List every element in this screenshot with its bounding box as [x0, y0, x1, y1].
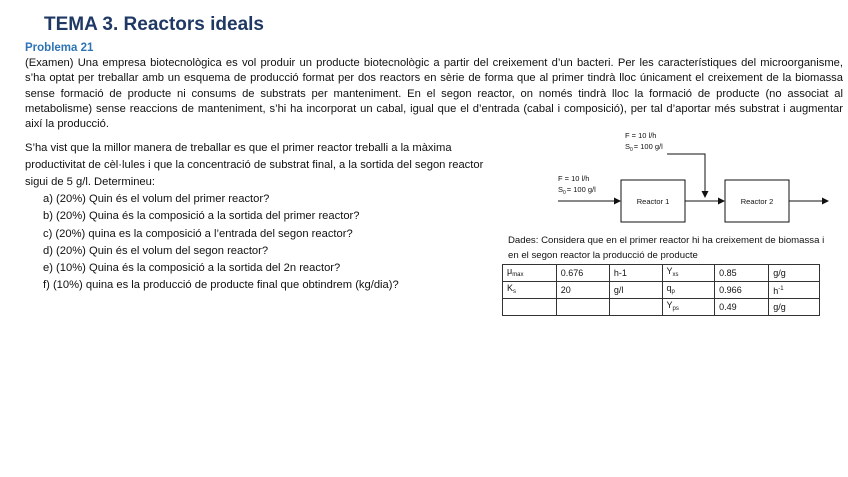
table-cell	[609, 265, 662, 282]
table-cell-subscript: p	[671, 289, 675, 295]
table-cell	[556, 282, 609, 299]
table-cell-subscript: xs	[672, 272, 679, 278]
left-feed-substrate-symbol: S	[558, 185, 564, 194]
table-cell	[609, 282, 662, 299]
top-feed-substrate-value: = 100 g/l	[633, 142, 663, 151]
table-cell-text: 20	[560, 285, 571, 295]
problem-statement: S’ha vist que la millor manera de treballar es que el primer reactor treballi a la màxima productivitat de cèl·lules i que la concentració de substrat final, a la sortida del segon reactor sigui de 5 g/l. Determineu:	[25, 142, 484, 189]
table-cell-subscript: ps	[672, 306, 679, 312]
table-cell-text: K	[507, 283, 514, 293]
problem-label: Problema 21	[25, 42, 94, 54]
table-cell	[769, 282, 820, 299]
table-cell-superscript: -1	[778, 286, 784, 292]
reactor-1-label: Reactor 1	[636, 197, 670, 206]
parameter-table	[502, 264, 820, 316]
problem-intro-paragraph: (Examen) Una empresa biotecnològica es vol produir un producte biotecnològic a partir del creixement d’un bacteri. Per les característiques del microorganisme, s’ha optat per treballar amb un esquema de producció format per dos reactors en sèrie de forma que al primer tindrà lloc únicament el creixement de la biomassa sense formació de producte ni consums de substrats per manteniment. En el segon reactor, on només tindrà lloc la formació de producte (no associat al metabolisme) sense reaccions de manteniment, s’hi ha incorporat un cabal, igual que el d’entrada (cabal i composició), per tal d’aportar més substrat i augmentar així la producció.	[25, 57, 843, 131]
slide-title: TEMA 3. Reactors ideals	[44, 14, 264, 35]
left-feed-substrate-subscript: 0	[563, 190, 566, 196]
table-cell-text: q	[666, 283, 672, 293]
table-cell	[662, 265, 715, 282]
table-cell	[503, 282, 557, 299]
table-cell	[503, 265, 557, 282]
table-cell-text: Y	[666, 266, 673, 276]
top-feed-substrate-label	[625, 142, 663, 153]
table-cell-text: Y	[666, 300, 673, 310]
question-c: c) (20%) quina es la composició a l’entrada del segon reactor?	[43, 227, 353, 240]
question-f: f) (10%) quina es la producció de producte final que obtindrem (kg/dia)?	[43, 279, 399, 292]
table-cell	[662, 299, 715, 316]
table-cell-text: 0.49	[719, 302, 737, 312]
left-feed-substrate-label	[558, 185, 596, 196]
question-e: e) (10%) Quina és la composició a la sortida del 2n reactor?	[43, 262, 341, 275]
left-feed-substrate-value: = 100 g/l	[566, 185, 596, 194]
table-cell-subscript: s	[513, 289, 517, 295]
question-list	[43, 191, 399, 295]
table-cell-text: μ	[507, 266, 513, 276]
table-cell	[715, 299, 769, 316]
top-feed-substrate-symbol: S	[625, 142, 631, 151]
question-d: d) (20%) Quin és el volum del segon reactor?	[43, 244, 269, 257]
table-cell-text: g/g	[773, 302, 786, 312]
table-cell-text: 0.676	[560, 268, 584, 278]
table-cell	[556, 299, 609, 316]
table-row	[503, 282, 820, 299]
table-cell-text: h	[773, 286, 779, 296]
table-cell-subscript: max	[512, 272, 524, 278]
reactor-diagram	[545, 125, 835, 230]
table-cell-text: g/g	[773, 268, 786, 278]
data-note: Dades: Considera que en el primer reactor hi ha creixement de biomassa i en el segon reactor la producció de producte	[508, 235, 825, 261]
top-feed-flow-label: F = 10 l/h	[625, 131, 657, 140]
table-cell	[556, 265, 609, 282]
question-b: b) (20%) Quina és la composició a la sortida del primer reactor?	[43, 210, 360, 223]
table-cell	[662, 282, 715, 299]
table-row	[503, 265, 820, 282]
table-cell	[715, 282, 769, 299]
table-cell-text: h-1	[613, 268, 627, 278]
table-cell	[769, 299, 820, 316]
table-cell	[609, 299, 662, 316]
table-cell	[769, 265, 820, 282]
table-cell	[503, 299, 557, 316]
table-cell-text: 0.85	[719, 268, 737, 278]
table-cell-text: g/l	[613, 285, 624, 295]
table-cell-text: 0.966	[719, 285, 742, 295]
top-feed-substrate-subscript: 0	[630, 147, 633, 153]
table-cell	[715, 265, 769, 282]
reactor-2-label: Reactor 2	[740, 197, 774, 206]
left-feed-flow-label: F = 10 l/h	[558, 174, 590, 183]
table-row	[503, 299, 820, 316]
question-a: a) (20%) Quin és el volum del primer reactor?	[43, 193, 270, 205]
